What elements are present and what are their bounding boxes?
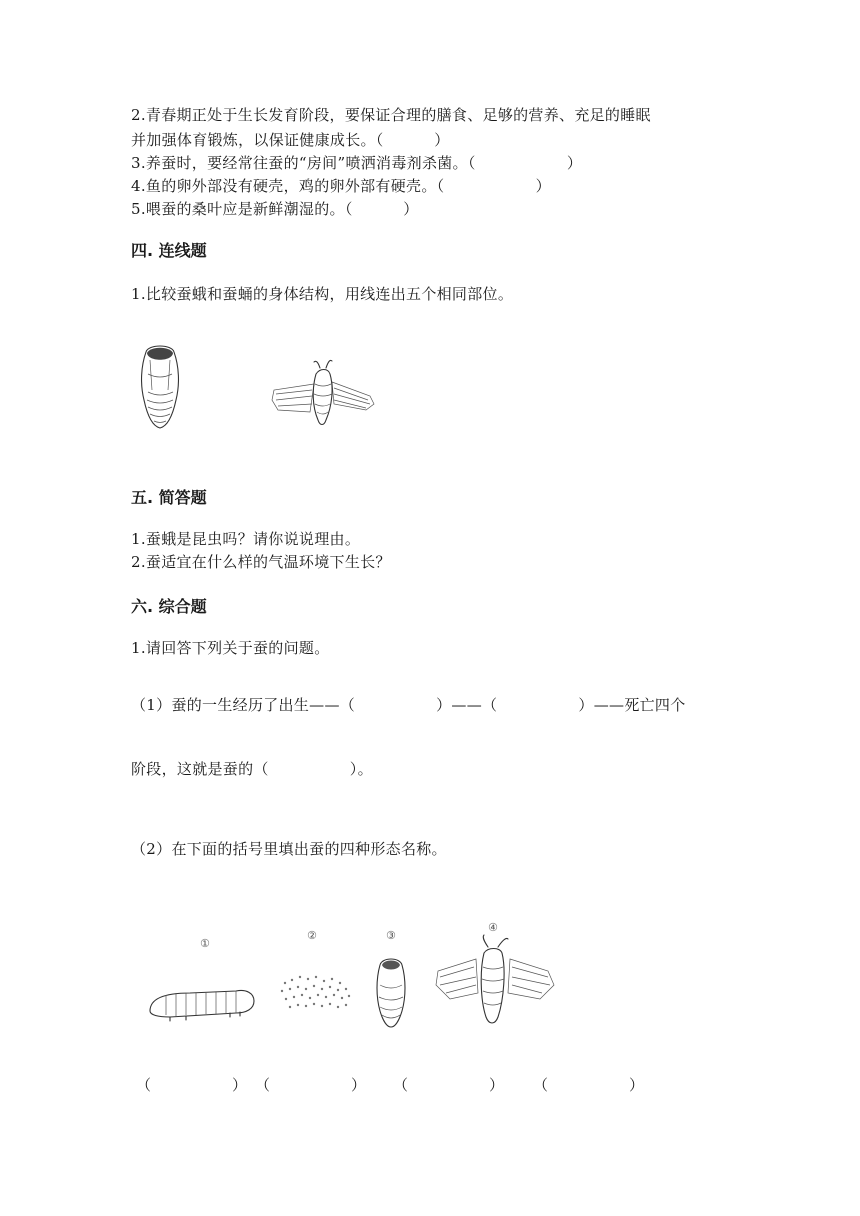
section-4-question-1: 1.比较蚕蛾和蚕蛹的身体结构，用线连出五个相同部位。 <box>131 285 514 303</box>
section-6-part-1-line-1: （1）蚕的一生经历了出生——（ ）——（ ）——死亡四个 <box>131 696 686 714</box>
larva-drawing <box>150 990 254 1021</box>
judgement-q2-line1: 2.青春期正处于生长发育阶段，要保证合理的膳食、足够的营养、充足的睡眠 <box>131 106 651 124</box>
silkworm-moth-figure <box>268 354 380 434</box>
silkworm-life-stages-figure <box>140 915 570 1035</box>
stage-label-2: ② <box>307 929 317 942</box>
judgement-q4: 4.鱼的卵外部没有硬壳，鸡的卵外部有硬壳。（ ） <box>131 177 551 195</box>
answer-bracket-3[interactable]: （ ） <box>393 1076 505 1094</box>
stage-label-1: ① <box>200 937 210 950</box>
answer-bracket-1[interactable]: （ ） <box>136 1076 248 1094</box>
section-6-heading: 六. 综合题 <box>131 597 207 616</box>
stage-label-3: ③ <box>386 929 396 942</box>
section-6-question-1: 1.请回答下列关于蚕的问题。 <box>131 639 330 657</box>
eggs-drawing <box>281 976 350 1008</box>
judgement-q3: 3.养蚕时，要经常往蚕的“房间”喷洒消毒剂杀菌。（ ） <box>131 154 583 172</box>
section-6-part-1-line-2: 阶段，这就是蚕的（ ）。 <box>131 760 373 778</box>
pupa-drawing <box>377 959 405 1027</box>
judgement-q2-line2: 并加强体育锻炼，以保证健康成长。（ ） <box>131 131 450 149</box>
stage-label-4: ④ <box>488 921 498 934</box>
section-6-part-2: （2）在下面的括号里填出蚕的四种形态名称。 <box>131 840 447 858</box>
section-5-heading: 五. 简答题 <box>131 488 207 507</box>
answer-bracket-4[interactable]: （ ） <box>533 1076 645 1094</box>
judgement-q5: 5.喂蚕的桑叶应是新鲜潮湿的。（ ） <box>131 200 419 218</box>
section-4-heading: 四. 连线题 <box>131 241 207 260</box>
silkworm-pupa-figure <box>130 340 190 432</box>
moth-drawing <box>436 935 554 1023</box>
section-5-question-1: 1.蚕蛾是昆虫吗？请你说说理由。 <box>131 530 361 548</box>
section-5-question-2: 2.蚕适宜在什么样的气温环境下生长？ <box>131 553 391 571</box>
answer-bracket-2[interactable]: （ ） <box>255 1076 367 1094</box>
